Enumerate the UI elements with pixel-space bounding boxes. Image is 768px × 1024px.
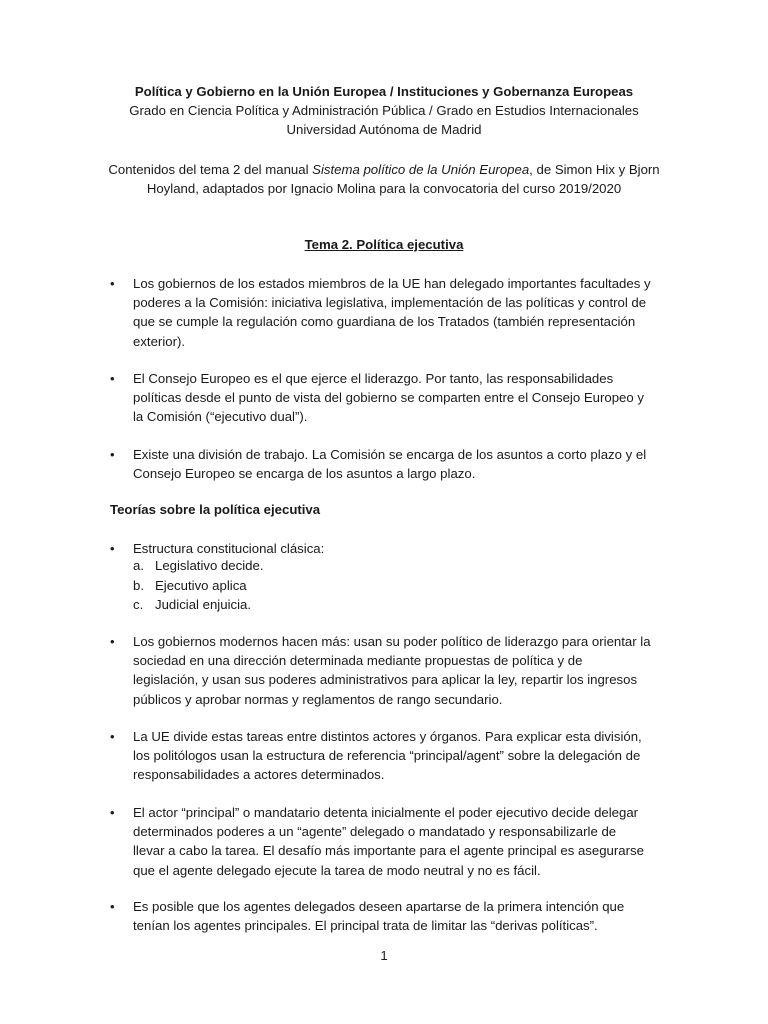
bullet-dot: • bbox=[110, 805, 115, 820]
sublist-text: Legislativo decide. bbox=[155, 558, 264, 573]
bullet-text: Es posible que los agentes delegados deseen apartarse de la primera intención que tenían los agentes principales. El principal trata de limitar las “derivas políticas”. bbox=[133, 899, 625, 934]
page-number: 1 bbox=[380, 948, 388, 963]
bullet-text: La UE divide estas tareas entre distintos actores y órganos. Para explicar esta división, los politólogos usan la estructura de referencia “principal/agent” sobre la delegación de responsabilidades a actores determinados. bbox=[133, 729, 642, 783]
intro-paragraph bbox=[100, 160, 668, 198]
bullet-dot: • bbox=[110, 447, 115, 462]
bullet-dot: • bbox=[110, 634, 115, 649]
bullet-text: El Consejo Europeo es el que ejerce el liderazgo. Por tanto, las responsabilidades políticas desde el punto de vista del gobierno se comparten entre el Consejo Europeo y la Comisión (“ejecutivo dual”). bbox=[133, 371, 644, 425]
intro-text-before: Contenidos del tema 2 del manual bbox=[108, 162, 313, 177]
bullet-text: El actor “principal” o mandatario detenta inicialmente el poder ejecutivo decide delegar determinados poderes a un “agente” delegado o mandatado y responsabilizarle de llevar a cabo la tarea. El desafío más importante para el agente principal es asegurarse que el agente delegado ejecute la tarea de modo neutral y no es fácil. bbox=[133, 805, 644, 878]
intro-text-after: , de Simon Hix y Bjorn Hoyland, adaptados por Ignacio Molina para la convocatoria del curso 2019/2020 bbox=[146, 162, 660, 197]
bullet-text: Estructura constitucional clásica: bbox=[133, 541, 325, 556]
book-title: Sistema político de la Unión Europea bbox=[312, 162, 530, 177]
sublist-item bbox=[133, 576, 533, 596]
sublist-marker: c. bbox=[133, 597, 144, 613]
course-title: Política y Gobierno en la Unión Europea / Instituciones y Gobernanza Europeas bbox=[134, 84, 634, 99]
bullet-dot: • bbox=[110, 371, 115, 386]
sublist-text: Ejecutivo aplica bbox=[155, 577, 247, 593]
bullet-text: Existe una división de trabajo. La Comisión se encarga de los asuntos a corto plazo y el Consejo Europeo se encarga de los asuntos a largo plazo. bbox=[133, 447, 647, 482]
document-header bbox=[90, 82, 678, 140]
bullet-dot: • bbox=[110, 899, 115, 914]
sublist-marker: b. bbox=[133, 577, 144, 593]
sublist-marker: a. bbox=[133, 558, 144, 573]
bullet-dot: • bbox=[110, 276, 115, 291]
sublist-text: Judicial enjuicia. bbox=[155, 597, 252, 613]
bullet-dot: • bbox=[110, 541, 115, 556]
section-title: Tema 2. Política ejecutiva bbox=[304, 237, 464, 252]
bullet-text: Los gobiernos de los estados miembros de la UE han delegado importantes facultades y poderes a la Comisión: iniciativa legislativa, implementación de las políticas y control de que se cumple la regulación como guardiana de los Tratados (también representación exterior). bbox=[133, 276, 651, 349]
subheading: Teorías sobre la política ejecutiva bbox=[110, 502, 321, 517]
degree-line: Grado en Ciencia Política y Administración Pública / Grado en Estudios Internacionales bbox=[129, 103, 639, 119]
sublist-item bbox=[133, 556, 533, 576]
bullet-text: Los gobiernos modernos hacen más: usan su poder político de liderazgo para orientar la sociedad en una dirección determinada mediante propuestas de política y de legislación, y usan sus poderes administrativos para aplicar la ley, repartir los ingresos públicos y aprobar normas y reglamentos de rango secundario. bbox=[133, 634, 651, 707]
university-line: Universidad Autónoma de Madrid bbox=[286, 122, 482, 138]
bullet-dot: • bbox=[110, 729, 115, 744]
ordered-sublist bbox=[133, 556, 533, 615]
sublist-item bbox=[133, 595, 533, 615]
